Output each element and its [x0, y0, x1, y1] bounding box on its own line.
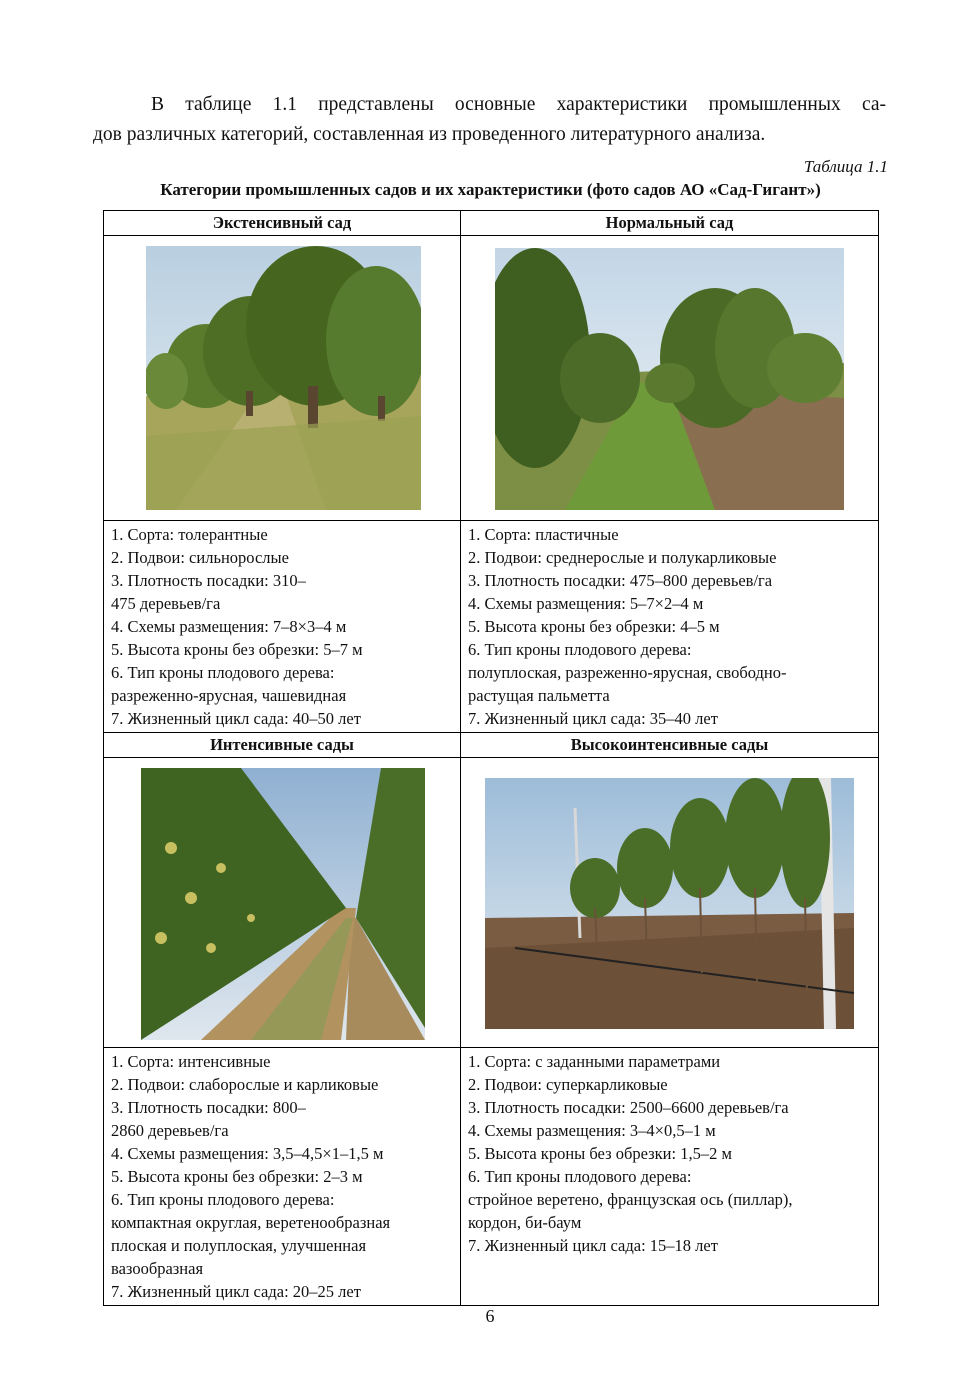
- props-cell-normal: [461, 521, 879, 733]
- prop-line: полуплоская, разреженно-ярусная, свободно-: [468, 663, 787, 682]
- photo-cell-extensive: [104, 236, 461, 521]
- prop-line: 5. Высота кроны без обрезки: 5–7 м: [111, 640, 363, 659]
- photo-cell-high-intensive: [461, 758, 879, 1048]
- prop-line: кордон, би-баум: [468, 1213, 582, 1232]
- prop-line: растущая пальметта: [468, 686, 610, 705]
- orchard-photo-high-intensive-icon: [485, 778, 854, 1029]
- header-extensive: Экстенсивный сад: [104, 211, 461, 236]
- intro-line-2: дов различных категорий, составленная из проведенного литературного анализа.: [93, 124, 766, 145]
- intro-line-1: В таблице 1.1 представлены основные характеристики промышленных са-: [151, 94, 886, 115]
- orchard-photo-extensive-icon: [146, 246, 421, 510]
- prop-line: вазообразная: [111, 1259, 204, 1278]
- prop-line: стройное веретено, французская ось (пиллар),: [468, 1190, 793, 1209]
- prop-line: разреженно-ярусная, чашевидная: [111, 686, 347, 705]
- header-normal: Нормальный сад: [461, 211, 879, 236]
- page-number: 6: [485, 1306, 495, 1326]
- props-cell-high-intensive: [461, 1048, 879, 1306]
- prop-line: 6. Тип кроны плодового дерева:: [111, 1190, 335, 1209]
- photo-cell-intensive: [104, 758, 461, 1048]
- prop-line: 2. Подвои: среднерослые и полукарликовые: [468, 548, 777, 567]
- prop-line: 2. Подвои: сильнорослые: [111, 548, 289, 567]
- prop-line: 7. Жизненный цикл сада: 40–50 лет: [111, 709, 361, 728]
- prop-line: 6. Тип кроны плодового дерева:: [468, 640, 692, 659]
- prop-line: 1. Сорта: пластичные: [468, 525, 619, 544]
- prop-line: 5. Высота кроны без обрезки: 2–3 м: [111, 1167, 363, 1186]
- props-cell-intensive: [104, 1048, 461, 1306]
- prop-line: 7. Жизненный цикл сада: 35–40 лет: [468, 709, 718, 728]
- prop-line: 5. Высота кроны без обрезки: 1,5–2 м: [468, 1144, 732, 1163]
- prop-line: 3. Плотность посадки: 2500–6600 деревьев/га: [468, 1098, 789, 1117]
- props-list-intensive: [104, 1048, 460, 1305]
- prop-line: 4. Схемы размещения: 3–4×0,5–1 м: [468, 1121, 716, 1140]
- prop-line: 2. Подвои: слаборослые и карликовые: [111, 1075, 379, 1094]
- props-list-high-intensive: [461, 1048, 878, 1259]
- prop-line: 1. Сорта: с заданными параметрами: [468, 1052, 721, 1071]
- table-title: Категории промышленных садов и их характеристики (фото садов АО «Сад-Гигант»): [160, 180, 821, 199]
- prop-line: 3. Плотность посадки: 310–: [111, 571, 306, 590]
- prop-line: 3. Плотность посадки: 800–: [111, 1098, 306, 1117]
- prop-line: 4. Схемы размещения: 7–8×3–4 м: [111, 617, 347, 636]
- prop-line: 475 деревьев/га: [111, 594, 221, 613]
- prop-line: 6. Тип кроны плодового дерева:: [468, 1167, 692, 1186]
- orchard-photo-intensive-icon: [141, 768, 425, 1040]
- intro-paragraph: [93, 90, 886, 150]
- prop-line: 3. Плотность посадки: 475–800 деревьев/га: [468, 571, 773, 590]
- header-intensive: Интенсивные сады: [104, 733, 461, 758]
- photo-cell-normal: [461, 236, 879, 521]
- prop-line: 2. Подвои: суперкарликовые: [468, 1075, 668, 1094]
- prop-line: компактная округлая, веретенообразная: [111, 1213, 391, 1232]
- prop-line: 1. Сорта: толерантные: [111, 525, 268, 544]
- prop-line: 4. Схемы размещения: 5–7×2–4 м: [468, 594, 704, 613]
- prop-line: 1. Сорта: интенсивные: [111, 1052, 271, 1071]
- prop-line: 5. Высота кроны без обрезки: 4–5 м: [468, 617, 720, 636]
- props-list-extensive: [104, 521, 460, 732]
- prop-line: 7. Жизненный цикл сада: 20–25 лет: [111, 1282, 361, 1301]
- prop-line: 6. Тип кроны плодового дерева:: [111, 663, 335, 682]
- prop-line: 4. Схемы размещения: 3,5–4,5×1–1,5 м: [111, 1144, 384, 1163]
- prop-line: 7. Жизненный цикл сада: 15–18 лет: [468, 1236, 718, 1255]
- props-list-normal: [461, 521, 878, 732]
- header-high-intensive: Высокоинтенсивные сады: [461, 733, 879, 758]
- orchard-categories-table: [103, 210, 879, 1306]
- orchard-photo-normal-icon: [495, 248, 844, 510]
- prop-line: 2860 деревьев/га: [111, 1121, 229, 1140]
- prop-line: плоская и полуплоская, улучшенная: [111, 1236, 367, 1255]
- props-cell-extensive: [104, 521, 461, 733]
- table-caption: Таблица 1.1: [803, 157, 888, 176]
